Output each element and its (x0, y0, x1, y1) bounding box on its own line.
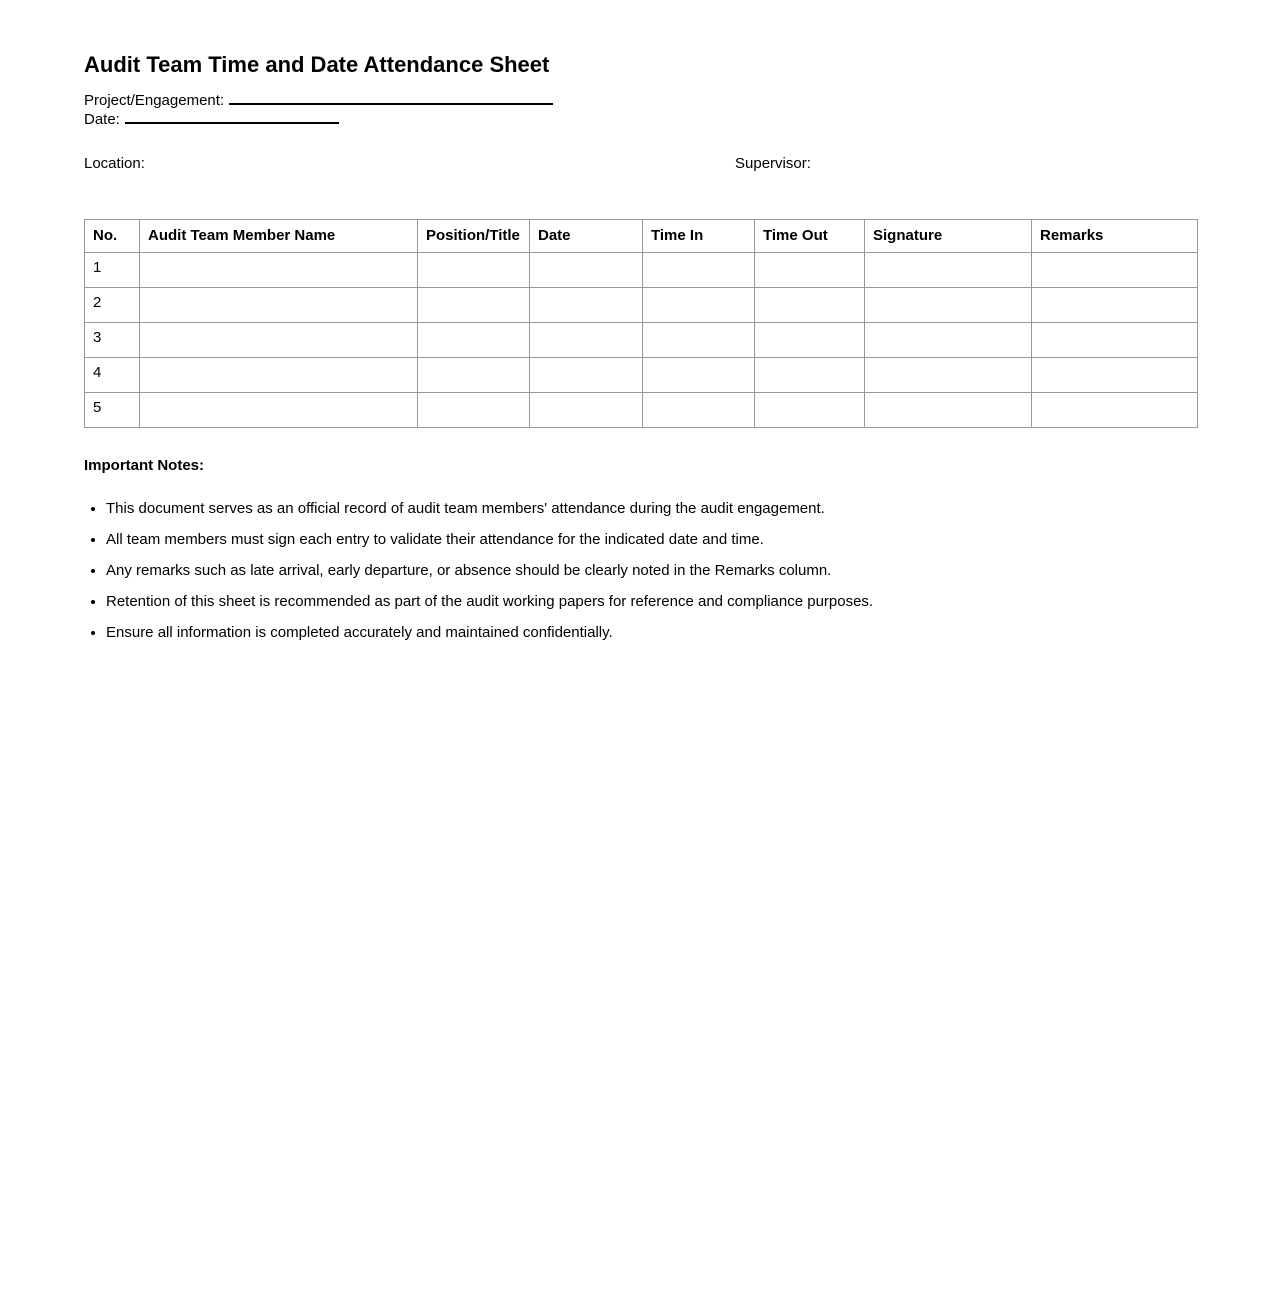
col-header-time-out: Time Out (755, 220, 865, 253)
cell-time-out (755, 393, 865, 428)
col-header-no: No. (85, 220, 140, 253)
col-header-time-in: Time In (643, 220, 755, 253)
cell-no: 3 (85, 323, 140, 358)
cell-time-out (755, 358, 865, 393)
cell-signature (865, 288, 1032, 323)
cell-date (530, 358, 643, 393)
supervisor-label: Supervisor: (735, 155, 811, 172)
cell-no: 1 (85, 253, 140, 288)
cell-position-title (418, 323, 530, 358)
cell-position-title (418, 288, 530, 323)
cell-date (530, 288, 643, 323)
table-header-row (85, 220, 1198, 253)
cell-position-title (418, 393, 530, 428)
location-label: Location: (84, 155, 145, 172)
location-supervisor-row (84, 154, 1196, 173)
project-engagement-label: Project/Engagement: (84, 92, 225, 109)
col-header-signature: Signature (865, 220, 1032, 253)
cell-member-name (140, 393, 418, 428)
note-item: • Ensure all information is completed accurately and maintained confidentially. (106, 623, 1196, 642)
cell-signature (865, 323, 1032, 358)
note-item: • Retention of this sheet is recommended as part of the audit working papers for reference and compliance purposes. (106, 592, 1196, 611)
cell-signature (865, 358, 1032, 393)
cell-no: 5 (85, 393, 140, 428)
project-engagement-line (84, 91, 1196, 110)
cell-time-out (755, 288, 865, 323)
cell-time-in (643, 358, 755, 393)
col-header-date: Date (530, 220, 643, 253)
cell-remarks (1032, 253, 1198, 288)
cell-date (530, 393, 643, 428)
cell-remarks (1032, 358, 1198, 393)
cell-member-name (140, 288, 418, 323)
date-label: Date: (84, 111, 120, 128)
project-engagement-fill-line (229, 92, 553, 105)
col-header-remarks: Remarks (1032, 220, 1198, 253)
cell-time-in (643, 253, 755, 288)
attendance-table (84, 219, 1198, 428)
cell-time-in (643, 393, 755, 428)
important-notes-list (84, 499, 1196, 642)
cell-no: 2 (85, 288, 140, 323)
table-row (85, 358, 1198, 393)
cell-time-in (643, 323, 755, 358)
col-header-position-title: Position/Title (418, 220, 530, 253)
cell-member-name (140, 253, 418, 288)
cell-remarks (1032, 288, 1198, 323)
date-line (84, 110, 1196, 129)
important-notes-heading: Important Notes: (84, 457, 204, 474)
cell-signature (865, 253, 1032, 288)
table-row (85, 393, 1198, 428)
cell-remarks (1032, 323, 1198, 358)
cell-time-out (755, 253, 865, 288)
cell-date (530, 323, 643, 358)
note-item: • All team members must sign each entry to validate their attendance for the indicated date and time. (106, 530, 1196, 549)
cell-date (530, 253, 643, 288)
note-item: • This document serves as an official record of audit team members' attendance during the audit engagement. (106, 499, 1196, 518)
cell-no: 4 (85, 358, 140, 393)
table-row (85, 253, 1198, 288)
table-row (85, 323, 1198, 358)
cell-position-title (418, 253, 530, 288)
cell-time-in (643, 288, 755, 323)
date-fill-line (125, 111, 339, 124)
cell-remarks (1032, 393, 1198, 428)
document-page (0, 0, 1278, 642)
table-row (85, 288, 1198, 323)
cell-position-title (418, 358, 530, 393)
col-header-member-name: Audit Team Member Name (140, 220, 418, 253)
page-title: Audit Team Time and Date Attendance Sheet (84, 52, 550, 77)
cell-member-name (140, 323, 418, 358)
cell-time-out (755, 323, 865, 358)
note-item: • Any remarks such as late arrival, early departure, or absence should be clearly noted in the Remarks column. (106, 561, 1196, 580)
cell-signature (865, 393, 1032, 428)
cell-member-name (140, 358, 418, 393)
